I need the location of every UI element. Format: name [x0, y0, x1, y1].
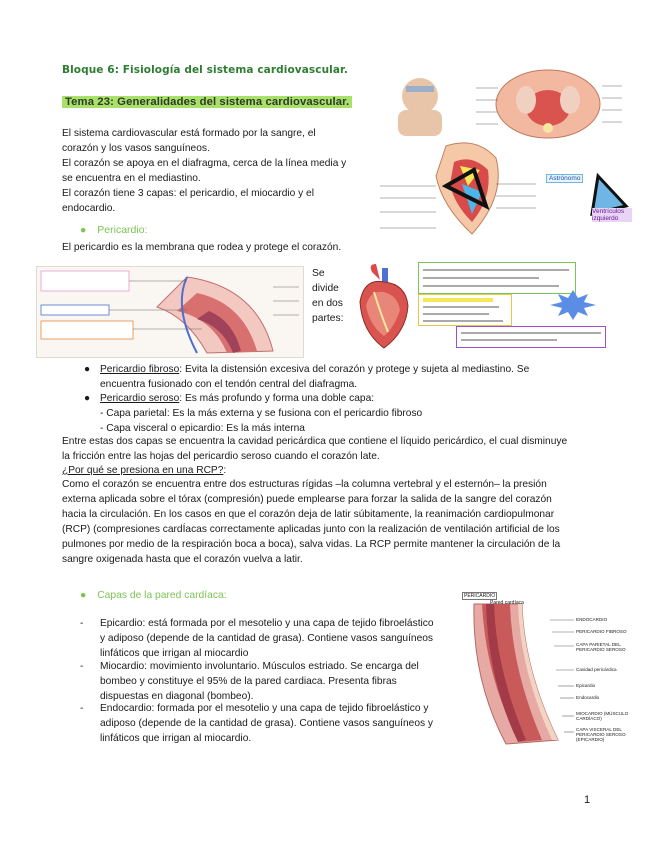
- pericardio-seroso-item: [84, 391, 90, 406]
- intro-line: endocardio.: [62, 203, 116, 214]
- block-title: Bloque 6: Fisiología del sistema cardiovascular.: [62, 64, 348, 76]
- wall-label: CAPA VISCERAL DEL PERICARDIO SEROSO (EPICARDIO): [576, 727, 626, 742]
- dash-marker: -: [80, 703, 84, 714]
- dash-marker: -: [80, 618, 84, 629]
- pericardio-seroso-text: Pericardio seroso: Es más profundo y forma una doble capa: - Capa parietal: Es la más externa y se fusiona con el pericardio fibroso - Capa visceral o epicardio: Es la más interna: [100, 393, 423, 434]
- figure-subtitle: Pared cardíaca: [490, 600, 524, 606]
- bullet-icon: ●: [84, 364, 91, 375]
- annotation-lines: [419, 263, 575, 293]
- heart-wall-figure: [460, 590, 632, 750]
- thorax-anatomy-figure: [376, 66, 632, 242]
- topic-title: Tema 23: Generalidades del sistema cardiovascular.: [62, 96, 352, 108]
- page-number: 1: [584, 794, 591, 806]
- wall-label: Endocardio: [576, 695, 600, 700]
- wall-label: CAPA PARIETAL DEL PERICARDIO SEROSO: [576, 642, 626, 652]
- pericardio-description: El pericardio es la membrana que rodea y protege el corazón.: [62, 242, 342, 253]
- rcp-paragraph: Como el corazón se encuentra entre dos estructuras rígidas –la columna vertebral y el esternón– la presión externa aplicada sobre el tórax (compresión) puede emplearse para forzar la salida de la sangre del corazón hacia la circulación. En los casos en que el corazón deja de latir súbitamente, la reanimación cardiopulmonar (RCP) (compresiones cardÍacas correctamente aplicadas junto con la realización de ventilación artificial de los pulmones por medio de la respiración boca a boca), salva vidas. La RCP permite mantener la circulación de la sangre oxigenada hasta que el corazón vuelva a latir.: [62, 479, 561, 565]
- term: Pericardio seroso: [100, 393, 180, 404]
- pericardio-fibroso-text: Pericardio fibroso: Evita la distensión excesiva del corazón y protege y sujeta al mediastino. Se encuentra fusionado con el tendón central del diafragma.: [100, 364, 530, 390]
- wall-label: ENDOCARDIO: [576, 617, 608, 622]
- pericardio-heading: ● Pericardio:: [80, 224, 148, 236]
- miocardio-item: Miocardio: movimiento involuntario. Músculos estriado. Se encarga del bombeo y constituye el 95% de la pared cardiaca. Presenta fibras dispuestas en diagonal (bombeo).: [100, 661, 419, 702]
- rcp-question: ¿Por qué se presiona en una RCP?:: [62, 465, 227, 476]
- intro-line: El corazón tiene 3 capas: el pericardio, el miocardio y el: [62, 188, 314, 199]
- intro-line: se encuentra en el mediastino.: [62, 173, 201, 184]
- starburst-icon: [550, 290, 596, 320]
- figure-title: PERICARDIO: [464, 593, 496, 599]
- wall-label: PERICARDIO FIBROSO: [576, 629, 627, 634]
- annotation-label: Ventrículos izquierdo: [592, 208, 632, 222]
- capas-heading: ● Capas de la pared cardíaca:: [80, 589, 227, 601]
- se-divide-label: Se divide en dos partes:: [312, 268, 344, 324]
- wall-label: Cavidad pericárdica: [576, 667, 617, 672]
- bullet-icon: ●: [80, 224, 87, 236]
- annotation-box: [456, 326, 606, 348]
- endocardio-item: Endocardio: formada por el mesotelio y una capa de tejido fibroelástico y adiposo (depende de la cantidad de grasa). Contiene vasos sanguíneos y linfáticos que irrigan al miocardio.: [100, 703, 434, 744]
- annotation-box: [418, 294, 512, 326]
- epicardio-item: Epicardio: está formada por el mesotelio y una capa de tejido fibroelástico y adiposo (depende de la cantidad de grasa). Contiene vasos sanguíneos linfáticos que irrigan al miocardio: [100, 618, 434, 659]
- annotation-lines: [457, 327, 605, 347]
- pericardium-illustration: [37, 267, 303, 357]
- intro-line: El corazón se apoya en el diafragma, cerca de la línea media y: [62, 158, 347, 169]
- wall-label: Epicardio: [576, 683, 596, 688]
- annotation-lines: [419, 295, 511, 325]
- heart-illustration: [354, 262, 412, 350]
- intro-line: El sistema cardiovascular está formado por la sangre, el: [62, 128, 316, 139]
- pericardio-fibroso-item: [84, 362, 90, 377]
- heart-figure: [354, 262, 412, 350]
- starburst-badge: [550, 290, 596, 320]
- pericardium-figure: [36, 266, 304, 358]
- bullet-icon: ●: [84, 393, 91, 404]
- term: Pericardio fibroso: [100, 364, 180, 375]
- intro-line: corazón y los vasos sanguíneos.: [62, 143, 210, 154]
- intro-paragraph: [62, 126, 372, 216]
- bullet-icon: ●: [80, 589, 87, 601]
- cavity-paragraph: Entre estas dos capas se encuentra la cavidad pericárdica que contiene el líquido pericárdico, el cual disminuye la fricción entre las hojas del pericardio seroso cuando el corazón late.: [62, 436, 568, 462]
- wall-label: MIOCARDIO (MÚSCULO CARDÍACO): [576, 711, 629, 721]
- annotation-label: Astrónomo: [546, 174, 583, 183]
- dash-marker: -: [80, 661, 84, 672]
